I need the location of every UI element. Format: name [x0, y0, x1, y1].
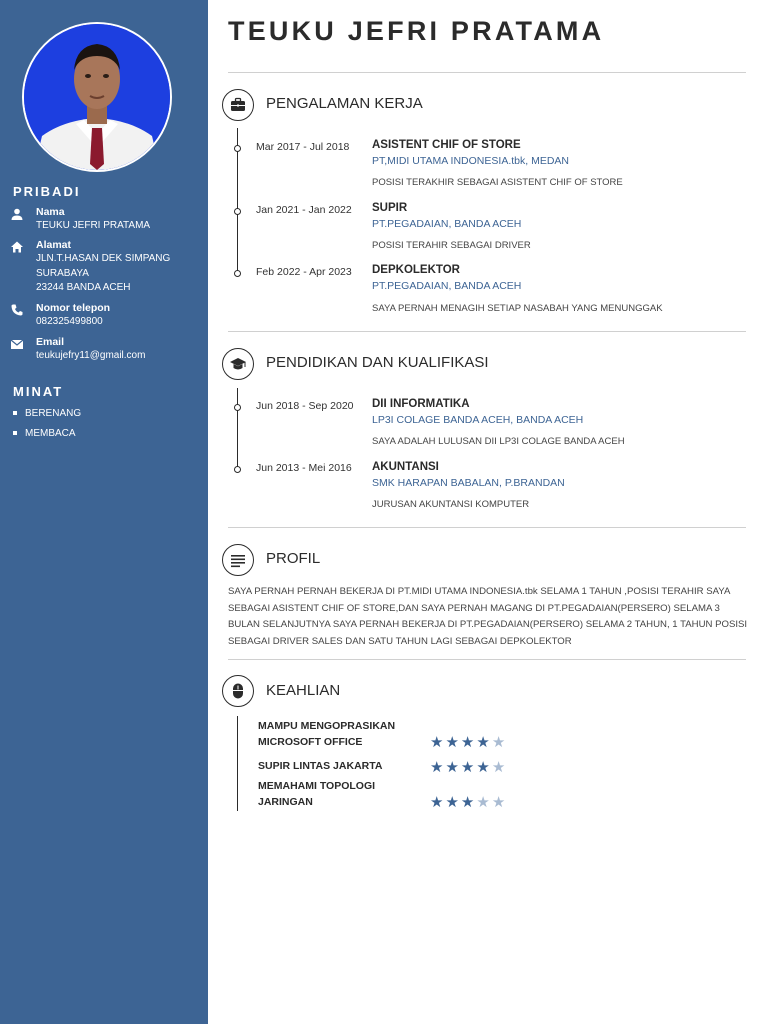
- star-filled-icon: ★: [430, 794, 446, 811]
- resume-name: TEUKU JEFRI PRATAMA: [228, 16, 605, 46]
- job-date: Jan 2021 - Jan 2022: [256, 204, 352, 216]
- edu-title: DII INFORMATIKA: [372, 398, 470, 410]
- job-desc: SAYA PERNAH MENAGIH SETIAP NASABAH YANG MENUNGGAK: [372, 303, 663, 314]
- edu-title: AKUNTANSI: [372, 461, 439, 473]
- skill-name: MAMPU MENGOPRASIKAN MICROSOFT OFFICE: [258, 720, 396, 748]
- star-filled-icon: ★: [460, 759, 477, 776]
- interests-heading: MINAT: [13, 384, 64, 399]
- briefcase-icon: [222, 89, 254, 121]
- star-empty-icon: ★: [491, 734, 508, 751]
- skill-name: MEMAHAMI TOPOLOGI JARINGAN: [258, 780, 376, 808]
- edu-desc: SAYA ADALAH LULUSAN DII LP3I COLAGE BANDA ACEH: [372, 436, 625, 447]
- info-value: TEUKU JEFRI PRATAMA: [36, 220, 151, 231]
- star-filled-icon: ★: [460, 734, 477, 751]
- timeline-dot: [234, 466, 241, 473]
- star-filled-icon: ★: [460, 794, 477, 811]
- edu-desc: JURUSAN AKUNTANSI KOMPUTER: [372, 499, 530, 510]
- graduation-cap-icon: [222, 348, 254, 380]
- edu-date: Jun 2013 - Mei 2016: [256, 462, 352, 474]
- job-org: PT.PEGADAIAN, BANDA ACEH: [372, 218, 522, 230]
- skills-title: KEAHLIAN: [266, 682, 341, 699]
- job-desc: POSISI TERAKHIR SEBAGAI ASISTENT CHIF OF STORE: [372, 177, 623, 188]
- timeline-dot: [234, 404, 241, 411]
- document-lines-icon: [222, 544, 254, 576]
- bullet-icon: [13, 431, 17, 435]
- skill-rating: [430, 758, 507, 776]
- star-filled-icon: ★: [445, 734, 461, 751]
- timeline-dot: [234, 145, 241, 152]
- job-org: PT.PEGADAIAN, BANDA ACEH: [372, 280, 522, 292]
- personal-heading: PRIBADI: [13, 184, 81, 199]
- info-name: [10, 206, 200, 234]
- education-timeline: [237, 388, 238, 472]
- info-label: Nomor telepon: [36, 302, 111, 314]
- job-title: DEPKOLEKTOR: [372, 264, 460, 276]
- star-filled-icon: ★: [476, 759, 492, 776]
- info-label: Alamat: [36, 239, 72, 251]
- phone-icon: [10, 303, 24, 317]
- star-filled-icon: ★: [445, 759, 461, 776]
- star-empty-icon: ★: [491, 759, 508, 776]
- job-title: SUPIR: [372, 202, 408, 214]
- star-empty-icon: ★: [491, 794, 508, 811]
- timeline-dot: [234, 270, 241, 277]
- email-icon: [10, 337, 24, 351]
- job-date: Feb 2022 - Apr 2023: [256, 266, 352, 278]
- experience-title: PENGALAMAN KERJA: [266, 95, 423, 112]
- mouse-icon: [222, 675, 254, 707]
- info-value: JLN.T.HASAN DEK SIMPANG SURABAYA 23244 BANDA ACEH: [36, 253, 171, 293]
- sidebar: [0, 0, 208, 1024]
- info-address: [10, 239, 200, 296]
- profile-photo: [22, 22, 172, 172]
- edu-date: Jun 2018 - Sep 2020: [256, 400, 354, 412]
- edu-org: LP3I COLAGE BANDA ACEH, BANDA ACEH: [372, 414, 584, 426]
- interest-item: [13, 428, 76, 439]
- divider: [228, 659, 746, 660]
- interest-label: BERENANG: [25, 408, 82, 419]
- star-filled-icon: ★: [430, 734, 446, 751]
- star-empty-icon: ★: [476, 794, 492, 811]
- info-value: teukujefry11@gmail.com: [36, 350, 146, 361]
- skills-timeline: [237, 716, 238, 811]
- info-phone: [10, 302, 200, 330]
- job-title: ASISTENT CHIF OF STORE: [372, 139, 521, 151]
- skill-name: SUPIR LINTAS JAKARTA: [258, 760, 383, 772]
- star-filled-icon: ★: [430, 759, 446, 776]
- home-icon: [10, 240, 24, 254]
- divider: [228, 72, 746, 73]
- divider: [228, 331, 746, 332]
- interest-item: [13, 408, 81, 419]
- main-content: [208, 0, 768, 1024]
- skill-rating: [430, 793, 507, 811]
- person-icon: [10, 207, 24, 221]
- job-desc: POSISI TERAHIR SEBAGAI DRIVER: [372, 240, 531, 251]
- skill-rating: [430, 733, 507, 751]
- education-title: PENDIDIKAN DAN KUALIFIKASI: [266, 354, 489, 371]
- info-value: 082325499800: [36, 316, 103, 327]
- interest-label: MEMBACA: [25, 428, 76, 439]
- star-filled-icon: ★: [476, 734, 492, 751]
- divider: [228, 527, 746, 528]
- bullet-icon: [13, 411, 17, 415]
- edu-org: SMK HARAPAN BABALAN, P.BRANDAN: [372, 477, 565, 489]
- timeline-dot: [234, 208, 241, 215]
- star-filled-icon: ★: [445, 794, 461, 811]
- info-label: Nama: [36, 206, 65, 218]
- profile-title: PROFIL: [266, 550, 321, 567]
- info-email: [10, 336, 200, 364]
- job-org: PT,MIDI UTAMA INDONESIA.tbk, MEDAN: [372, 155, 569, 167]
- info-label: Email: [36, 336, 65, 348]
- job-date: Mar 2017 - Jul 2018: [256, 141, 350, 153]
- profile-text: SAYA PERNAH PERNAH BEKERJA DI PT.MIDI UTAMA INDONESIA.tbk SELAMA 1 TAHUN ,POSISI TERAHIR SAYA SEBAGAI ASISTENT CHIF OF STORE,DAN SAYA PERNAH MAGANG DI PT.PEGADAIAN(PERSERO) SELAMA 3 BULAN SELANJUTNYA SAYA PERNAH BEKERJA DI PT.PEGADAIAN(PERSERO) SELAMA 2 TAHUN, 1 TAHUN POSISI SEBAGAI DRIVER SALES DAN SATU TAHUN LAGI SEBAGAI DEPKOLEKTOR: [228, 586, 748, 647]
